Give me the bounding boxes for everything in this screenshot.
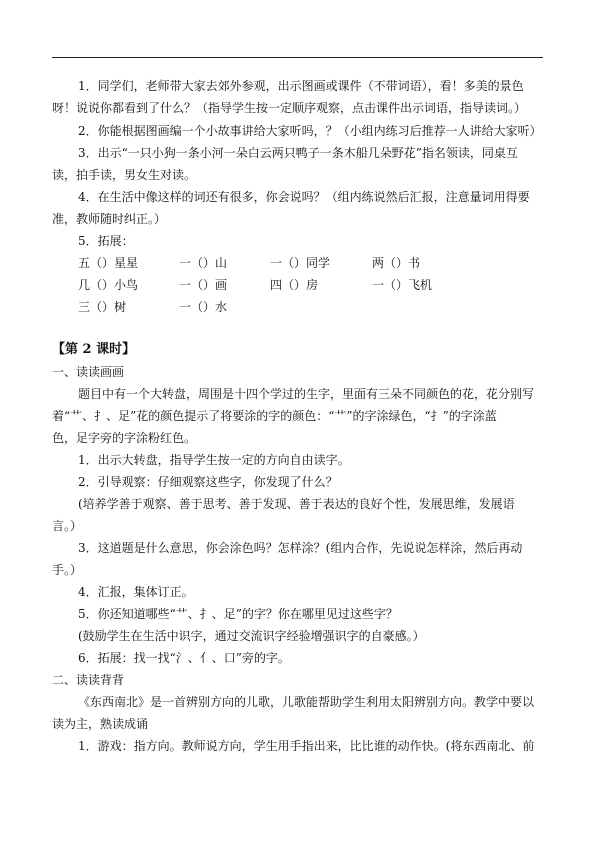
text-line: 2．你能根据图画编一个小故事讲给大家听吗，？（小组内练习后推荐一人讲给大家听） xyxy=(78,124,542,138)
text-line: 1．同学们，老师带大家去郊外参观，出示图画或课件（不带词语），看！多美的景色 xyxy=(78,79,524,93)
grid-cell: 一（）飞机 xyxy=(372,278,433,292)
text-line: 3．这道题是什么意思，你会涂色吗？怎样涂？(组内合作，先说说怎样涂，然后再动 xyxy=(78,541,523,555)
grid-cell: 一（）山 xyxy=(179,256,228,270)
text-line: 读，拍手读，男女生对读。 xyxy=(52,168,197,182)
text-line: 题目中有一个大转盘，周围是十四个学过的生字，里面有三朵不同颜色的花，花分别写 xyxy=(78,387,535,401)
text-line: 5．你还知道哪些“艹、扌、足”的字？你在哪里见过这些字？ xyxy=(78,607,398,621)
text-line: 6．拓展：找一找“氵、亻、口”旁的字。 xyxy=(78,651,290,665)
section-heading: 二、读读背背 xyxy=(52,673,125,687)
grid-cell: 四（）房 xyxy=(270,278,319,292)
header-rule xyxy=(52,57,543,58)
text-line: 2．引导观察：仔细观察这些字，你发现了什么？ xyxy=(78,475,338,489)
section-title: 【第 2 课时】 xyxy=(52,342,136,357)
text-line: 色，足字旁的字涂粉红色。 xyxy=(52,431,197,445)
text-line: 3．出示“一只小狗一条小河一朵白云两只鸭子一条木船几朵野花”指名领读，同桌互 xyxy=(78,146,518,160)
text-line: 1．出示大转盘，指导学生按一定的方向自由读字。 xyxy=(78,453,350,467)
grid-cell: 几（）小鸟 xyxy=(78,278,139,292)
text-line: (鼓励学生在生活中识字，通过交流识字经验增强识字的自豪感。） xyxy=(78,629,425,643)
grid-cell: 一（）水 xyxy=(179,300,228,314)
text-line: 1．游戏：指方向。教师说方向，学生用手指出来，比比谁的动作快。(将东西南北、前 xyxy=(78,739,535,753)
text-line: 5．拓展： xyxy=(78,234,134,248)
text-line: 言。） xyxy=(52,519,83,533)
text-line: (培养学善于观察、善于思考、善于发现、善于表达的良好个性，发展思维，发展语 xyxy=(78,497,515,511)
text-line: 《东西南北》是一首辨别方向的儿歌，儿歌能帮助学生利用太阳辨别方向。教学中要以 xyxy=(78,695,535,709)
text-line: 准，教师随时纠正。） xyxy=(52,212,167,226)
text-line: 4．在生活中像这样的词还有很多，你会说吗？（组内练说然后汇报，注意量词用得要 xyxy=(78,190,530,204)
text-line: 着“艹、扌、足”花的颜色提示了将要涂的字的颜色：“艹”的字涂绿色，“扌”的字涂蓝 xyxy=(52,409,497,423)
text-line: 呀！说说你都看到了什么？（指导学生按一定顺序观察，点击课件出示词语，指导读词。） xyxy=(52,101,527,115)
text-line: 读为主，熟读成诵 xyxy=(52,717,149,731)
text-line: 手。） xyxy=(52,563,83,577)
text-line: 4．汇报，集体订正。 xyxy=(78,585,194,599)
grid-cell: 一（）画 xyxy=(179,278,228,292)
grid-cell: 三（）树 xyxy=(78,300,127,314)
section-heading: 一、读读画画 xyxy=(52,365,125,379)
grid-cell: 一（）同学 xyxy=(270,256,331,270)
grid-cell: 两（）书 xyxy=(372,256,421,270)
grid-cell: 五（）星星 xyxy=(78,256,139,270)
